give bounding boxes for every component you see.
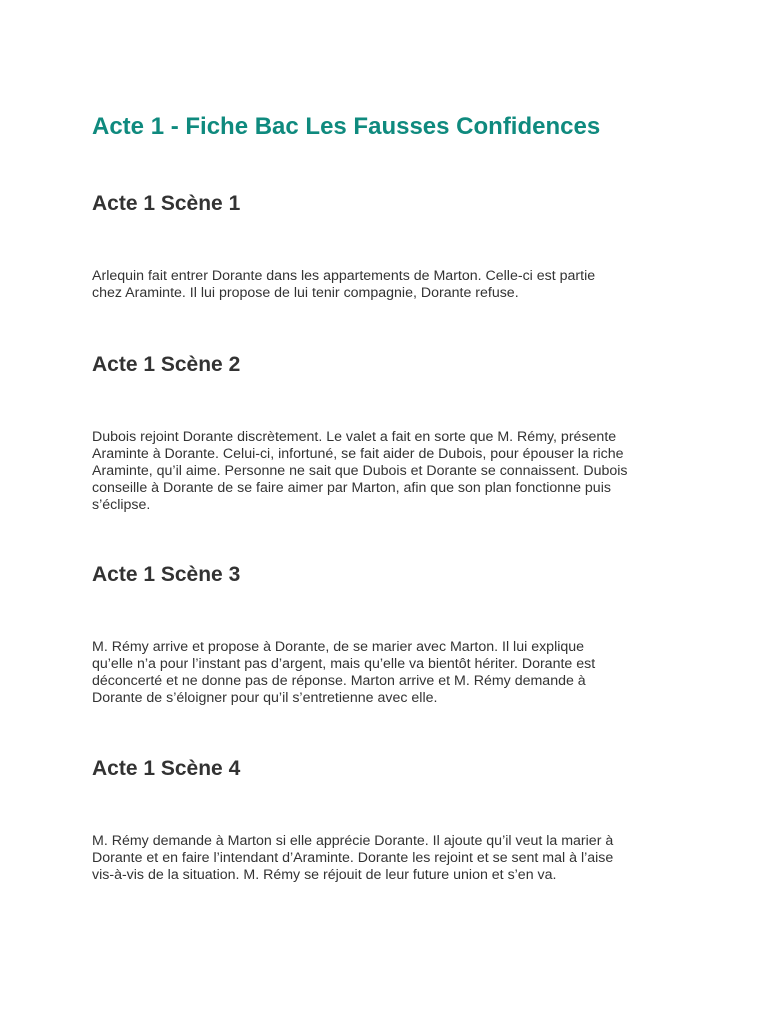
scene-1-heading: Acte 1 Scène 1 <box>92 192 241 215</box>
scene-3-line: qu’elle n’a pour l’instant pas d’argent, mais qu’elle va bientôt hériter. Dorante est <box>92 656 596 672</box>
scene-3-line: Dorante de s’éloigner pour qu’il s’entretienne avec elle. <box>92 690 438 706</box>
scene-4-line: vis-à-vis de la situation. M. Rémy se réjouit de leur future union et s’en va. <box>92 867 557 883</box>
document-title: Acte 1 - Fiche Bac Les Fausses Confidences <box>92 113 601 140</box>
scene-3-line: déconcerté et ne donne pas de réponse. Marton arrive et M. Rémy demande à <box>92 673 586 689</box>
scene-3-line: M. Rémy arrive et propose à Dorante, de se marier avec Marton. Il lui explique <box>92 639 585 655</box>
scene-2-line: Araminte à Dorante. Celui-ci, infortuné, se fait aider de Dubois, pour épouser la riche <box>92 446 624 462</box>
scene-4-line: Dorante et en faire l’intendant d’Araminte. Dorante les rejoint et se sent mal à l’aise <box>92 850 614 866</box>
scene-2-heading: Acte 1 Scène 2 <box>92 353 241 376</box>
scene-2-line: Araminte, qu’il aime. Personne ne sait que Dubois et Dorante se connaissent. Dubois <box>92 463 628 479</box>
scene-3-summary <box>92 639 684 707</box>
scene-2-line: conseille à Dorante de se faire aimer par Marton, afin que son plan fonctionne puis <box>92 480 611 496</box>
scene-2-summary <box>92 429 684 514</box>
scene-3-heading: Acte 1 Scène 3 <box>92 563 241 586</box>
scene-1-line: Arlequin fait entrer Dorante dans les appartements de Marton. Celle-ci est partie <box>92 268 596 284</box>
scene-1-summary <box>92 268 684 302</box>
scene-2-line: s’éclipse. <box>92 497 151 513</box>
scene-1-line: chez Araminte. Il lui propose de lui tenir compagnie, Dorante refuse. <box>92 285 519 301</box>
scene-4-line: M. Rémy demande à Marton si elle apprécie Dorante. Il ajoute qu’il veut la marier à <box>92 833 614 849</box>
scene-4-heading: Acte 1 Scène 4 <box>92 757 241 780</box>
scene-2-line: Dubois rejoint Dorante discrètement. Le valet a fait en sorte que M. Rémy, présente <box>92 429 617 445</box>
scene-4-summary <box>92 833 684 884</box>
